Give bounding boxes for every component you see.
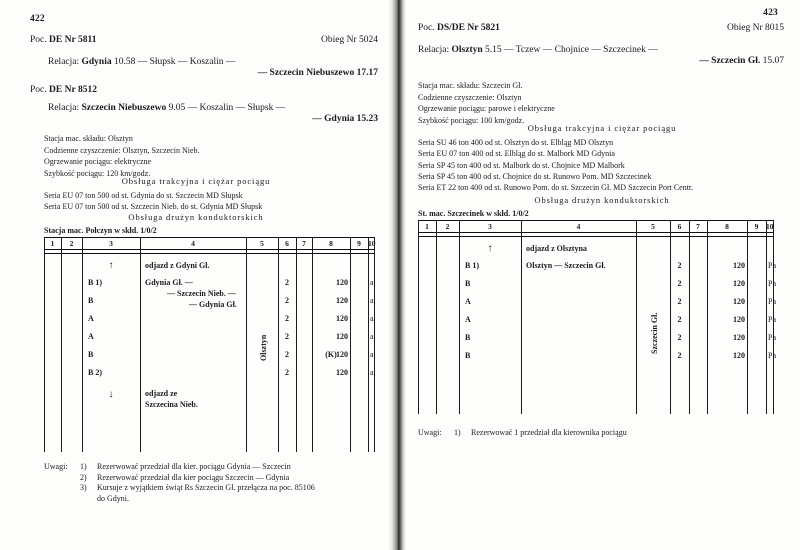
arrow-up-icon: ↑	[108, 260, 114, 271]
departure-note-top: odjazd z Gdyni Gł.	[145, 261, 210, 270]
train-header-5811	[30, 35, 378, 45]
cell-c9: 120	[733, 351, 745, 360]
cell-c9: 120	[336, 368, 348, 377]
cell-c10: a	[370, 332, 374, 341]
cell-c10: a	[370, 350, 374, 359]
table-vline	[140, 237, 141, 452]
table-vline	[312, 237, 313, 452]
col-header-8: 8	[725, 222, 729, 231]
uwagi-item	[80, 473, 384, 484]
arrival-note-bottom	[145, 389, 198, 411]
uwagi-number: 1)	[454, 428, 461, 437]
schedule-table-right	[418, 220, 776, 414]
table-vline	[521, 220, 522, 414]
poc-number: 5821	[480, 23, 500, 33]
poc-nr-label: Nr	[64, 35, 76, 45]
arrow-up-icon: ↑	[487, 243, 493, 254]
table-vline	[689, 220, 690, 414]
cell-c6: 2	[285, 350, 289, 359]
cell-c10: a	[370, 314, 374, 323]
cell-c10: a	[370, 296, 374, 305]
traction-row: Seria EU 07 ton 500 od st. Szczecin Nieb. do st. Gdynia MD Słupsk	[44, 202, 263, 212]
table-rule-top	[44, 237, 374, 238]
cell-c6: 2	[285, 368, 289, 377]
table-rule-under-headers	[44, 249, 374, 250]
relacja-origin: Szczecin Niebuszewo	[81, 103, 167, 113]
train-info-right	[418, 80, 555, 126]
uwagi-text: Rezerwować przedział dla kier pociągu Szczecin — Gdynia	[97, 472, 290, 482]
info-line: Ogrzewanie pociągu: elektryczne	[44, 157, 152, 167]
train-id-5821	[418, 23, 500, 33]
cell-c3: A	[88, 332, 94, 341]
uwagi-item	[80, 462, 384, 473]
cell-c3: B	[88, 296, 94, 305]
col-header-5: 5	[651, 222, 655, 231]
table-vline	[296, 237, 297, 452]
crew-heading-left: Obsługa drużyn konduktorskich	[128, 212, 264, 222]
uwagi-number: 1)	[80, 462, 87, 471]
relacja-8512	[48, 103, 378, 124]
traction-heading-left: Obsługa trakcyjna i ciężar pociągu	[121, 176, 271, 186]
cell-c9: 120	[733, 279, 745, 288]
route-line-3: — Gdynia Gł.	[189, 299, 237, 309]
cell-c6: 2	[677, 297, 682, 306]
relacja-route: 5.15 — Tczew — Chojnice — Szczecinek —	[485, 45, 658, 55]
cell-c10: Pa	[768, 333, 776, 342]
info-line: Codzienne czyszczenie: Olsztyn, Szczecin Nieb.	[44, 145, 200, 155]
relacja-route: 9.05 — Koszalin — Słupsk —	[168, 103, 286, 113]
uwagi-text: Kursuje z wyjątkiem świąt Rs Szczecin Gł. przełącza na poc. 85106	[97, 483, 315, 493]
col-header-3: 3	[109, 239, 113, 248]
cell-c6: 2	[677, 261, 682, 270]
col-header-1: 1	[50, 239, 55, 248]
cell-c9: 120	[733, 333, 745, 342]
uwagi-items	[80, 462, 384, 504]
col-header-3: 3	[488, 222, 492, 231]
cell-c8: (K)	[325, 350, 337, 359]
uwagi-item	[80, 483, 384, 504]
poc-prefix: Poc.	[30, 35, 47, 45]
relacja-destination-time: 15.07	[762, 56, 784, 66]
cell-c10: Pa	[768, 351, 776, 360]
info-line: Szybkość pociągu: 120 km/godz.	[44, 168, 151, 178]
col-header-6: 6	[285, 239, 289, 248]
route-line-1: Olsztyn — Szczecin Gł.	[526, 261, 606, 270]
col-header-10: 10	[368, 239, 376, 248]
relacja-destination-station: — Szczecin Gł.	[699, 56, 761, 66]
uwagi-label: Uwagi:	[44, 462, 68, 471]
cell-c6: 2	[285, 278, 289, 287]
route-line-2: — Szczecin Nieb. —	[167, 288, 236, 298]
cell-c10: Pa	[768, 261, 776, 270]
cell-c9: 120	[336, 350, 348, 359]
cell-c3: B	[465, 333, 471, 342]
left-page	[0, 0, 392, 550]
cell-c9: 120	[336, 278, 348, 287]
cell-c6: 2	[677, 315, 682, 324]
cell-c6: 2	[285, 296, 289, 305]
uwagi-right	[418, 428, 778, 439]
traction-row: Seria SP 45 ton 400 od st. Chojnice do st. Runowo Pom. MD Szczecinek	[418, 172, 652, 182]
train-header-8512	[30, 85, 378, 95]
crew-station-right: St. mac. Szczecinek w skłd. 1/0/2	[418, 209, 529, 218]
traction-row: Seria EU 07 ton 500 od st. Gdynia do st. Szczecin MD Słupsk	[44, 191, 243, 200]
obieg-number: 8015	[765, 23, 784, 33]
uwagi-item	[454, 428, 778, 439]
departure-note-top: odjazd z Olsztyna	[526, 244, 587, 253]
cell-c9: 120	[336, 314, 348, 323]
relacja-5821	[418, 45, 784, 66]
traction-row: Seria EU 07 ton 400 od st. Elbląg do st. Malbork MD Gdynia	[418, 149, 615, 159]
col-header-1: 1	[425, 222, 429, 231]
table-vline	[418, 220, 419, 414]
relacja-route: 10.58 — Słupsk — Koszalin —	[113, 57, 236, 67]
table-rule-body-top	[44, 253, 374, 254]
poc-type: DE	[49, 35, 63, 45]
table-vline	[278, 237, 279, 452]
table-vline	[44, 237, 45, 452]
cell-c6: 2	[285, 332, 289, 341]
relacja-origin: Gdynia	[81, 57, 112, 67]
cell-c6: 2	[677, 351, 682, 360]
traction-list-left	[44, 190, 262, 213]
traction-row: Seria ET 22 ton 400 od st. Runowo Pom. do st. Szczecin Gł. MD Szczecin Port Centr.	[418, 183, 694, 193]
page-number-right: 423	[763, 8, 778, 18]
cell-c10: a	[370, 368, 374, 377]
table-vline	[747, 220, 748, 414]
obieg-number: 5024	[359, 35, 378, 45]
cell-c10: a	[370, 278, 374, 287]
uwagi-number: 2)	[80, 472, 87, 482]
col-header-2: 2	[445, 222, 450, 231]
obieg-8015	[727, 23, 784, 33]
relacja-label: Relacja:	[418, 45, 450, 55]
arrow-down-icon: ↓	[108, 389, 114, 400]
cell-c3: B 2)	[88, 368, 102, 377]
uwagi-label: Uwagi:	[418, 428, 442, 437]
poc-nr-label: Nr	[64, 85, 76, 95]
page-number-left: 422	[30, 14, 45, 24]
cell-c3: B	[88, 350, 94, 359]
relacja-label: Relacja:	[48, 103, 80, 113]
relacja-5811	[48, 57, 378, 78]
info-line: Szybkość pociągu: 100 km/godz.	[418, 115, 525, 125]
info-line: Stacja mac. składu: Szczecin Gł.	[418, 81, 523, 90]
poc-type: DE	[49, 85, 63, 95]
poc-number: 8512	[78, 85, 98, 95]
cell-c9: 120	[336, 296, 348, 305]
relacja-destination	[418, 56, 784, 66]
col-header-10: 10	[766, 222, 774, 231]
uwagi-left	[44, 462, 384, 504]
col-header-7: 7	[302, 239, 306, 248]
obieg-label: Obieg Nr	[727, 23, 763, 33]
info-line: Ogrzewanie pociągu: parowe i elektryczne	[418, 104, 555, 114]
train-id-5811	[30, 35, 97, 45]
table-vline	[246, 237, 247, 452]
table-vline	[61, 237, 62, 452]
table-rule-under-headers	[418, 232, 773, 233]
uwagi-text: Rezerwować przedział dla kier. pociągu Gdynia — Szczecin	[97, 462, 291, 471]
poc-prefix: Poc.	[30, 85, 47, 95]
route-line-1: Gdynia Gł. —	[145, 278, 193, 287]
col-header-4: 4	[191, 239, 195, 248]
traction-row: Seria SU 46 ton 400 od st. Olsztyn do st. Elbląg MD Olsztyn	[418, 138, 614, 147]
crew-station-left: Stacja mac. Połczyn w skłd. 1/0/2	[44, 226, 157, 235]
col5-station-left: Olsztyn	[259, 334, 268, 361]
cell-c6: 2	[677, 279, 682, 288]
col-header-9: 9	[754, 222, 759, 231]
cell-c3: B	[465, 351, 471, 360]
traction-row: Seria SP 45 ton 400 od st. Malbork do st. Chojnice MD Malbork	[418, 160, 625, 170]
col-header-5: 5	[260, 239, 264, 248]
table-vline	[350, 237, 351, 452]
table-vline	[636, 220, 637, 414]
cell-c6: 2	[285, 314, 289, 323]
cell-c10: Pa	[768, 279, 776, 288]
col-header-4: 4	[576, 222, 581, 231]
relacja-destination: — Gdynia 15.23	[312, 114, 378, 124]
table-vline	[374, 237, 375, 452]
route-cell-right	[526, 261, 606, 272]
uwagi-items	[454, 428, 778, 439]
uwagi-number: 3)	[80, 483, 87, 493]
col-header-9: 9	[357, 239, 361, 248]
poc-type: DS/DE	[437, 23, 465, 33]
cell-c6: 2	[677, 333, 682, 342]
cell-c3: A	[88, 314, 94, 323]
cell-c10: Pa	[768, 297, 776, 306]
table-vline	[707, 220, 708, 414]
col-header-8: 8	[329, 239, 333, 248]
obieg-5024	[321, 35, 378, 45]
relacja-origin: Olsztyn	[451, 45, 483, 55]
col-header-2: 2	[69, 239, 74, 248]
cell-c3: B 1)	[88, 278, 102, 287]
relacja-label: Relacja:	[48, 57, 80, 67]
cell-c9: 120	[733, 297, 745, 306]
info-line: Stacja mac. składu: Olsztyn	[44, 134, 133, 143]
poc-prefix: Poc.	[418, 23, 435, 33]
table-rule-body-top	[418, 236, 773, 237]
table-rule-top	[418, 220, 773, 221]
cell-c3: B 1)	[465, 261, 479, 270]
poc-number: 5811	[78, 35, 97, 45]
cell-c9: 120	[733, 315, 745, 324]
train-id-8512	[30, 85, 97, 95]
route-cell-left	[145, 278, 237, 310]
poc-nr-label: Nr	[467, 23, 479, 33]
obieg-label: Obieg Nr	[321, 35, 357, 45]
arrival-line-1: odjazd ze	[145, 389, 178, 398]
schedule-table-left	[44, 237, 374, 452]
cell-c10: Pa	[768, 315, 776, 324]
uwagi-text-cont: do Gdyni.	[97, 493, 129, 503]
train-info-left	[44, 133, 200, 179]
table-vline	[766, 220, 767, 414]
col-header-6: 6	[677, 222, 682, 231]
traction-list-right	[418, 137, 693, 194]
cell-c9: 120	[336, 332, 348, 341]
cell-c3: A	[465, 297, 471, 306]
cell-c9: 120	[733, 261, 745, 270]
train-header-5821	[418, 23, 784, 33]
col5-station-right: Szczecin Gł.	[650, 312, 659, 354]
col-header-7: 7	[696, 222, 700, 231]
cell-c3: A	[465, 315, 471, 324]
uwagi-text: Rezerwować 1 przedział dla kierownika pociągu	[471, 428, 627, 437]
relacja-destination: — Szczecin Niebuszewo 17.17	[257, 68, 378, 78]
table-vline	[368, 237, 369, 452]
traction-heading-right: Obsługa trakcyjna i ciężar pociągu	[527, 123, 677, 133]
crew-heading-right: Obsługa drużyn konduktorskich	[534, 195, 670, 205]
arrival-line-2: Szczecina Nieb.	[145, 399, 198, 409]
right-page	[404, 0, 800, 550]
cell-c3: B	[465, 279, 471, 288]
info-line: Codzienne czyszczenie: Olsztyn	[418, 92, 522, 102]
table-vline	[436, 220, 437, 414]
